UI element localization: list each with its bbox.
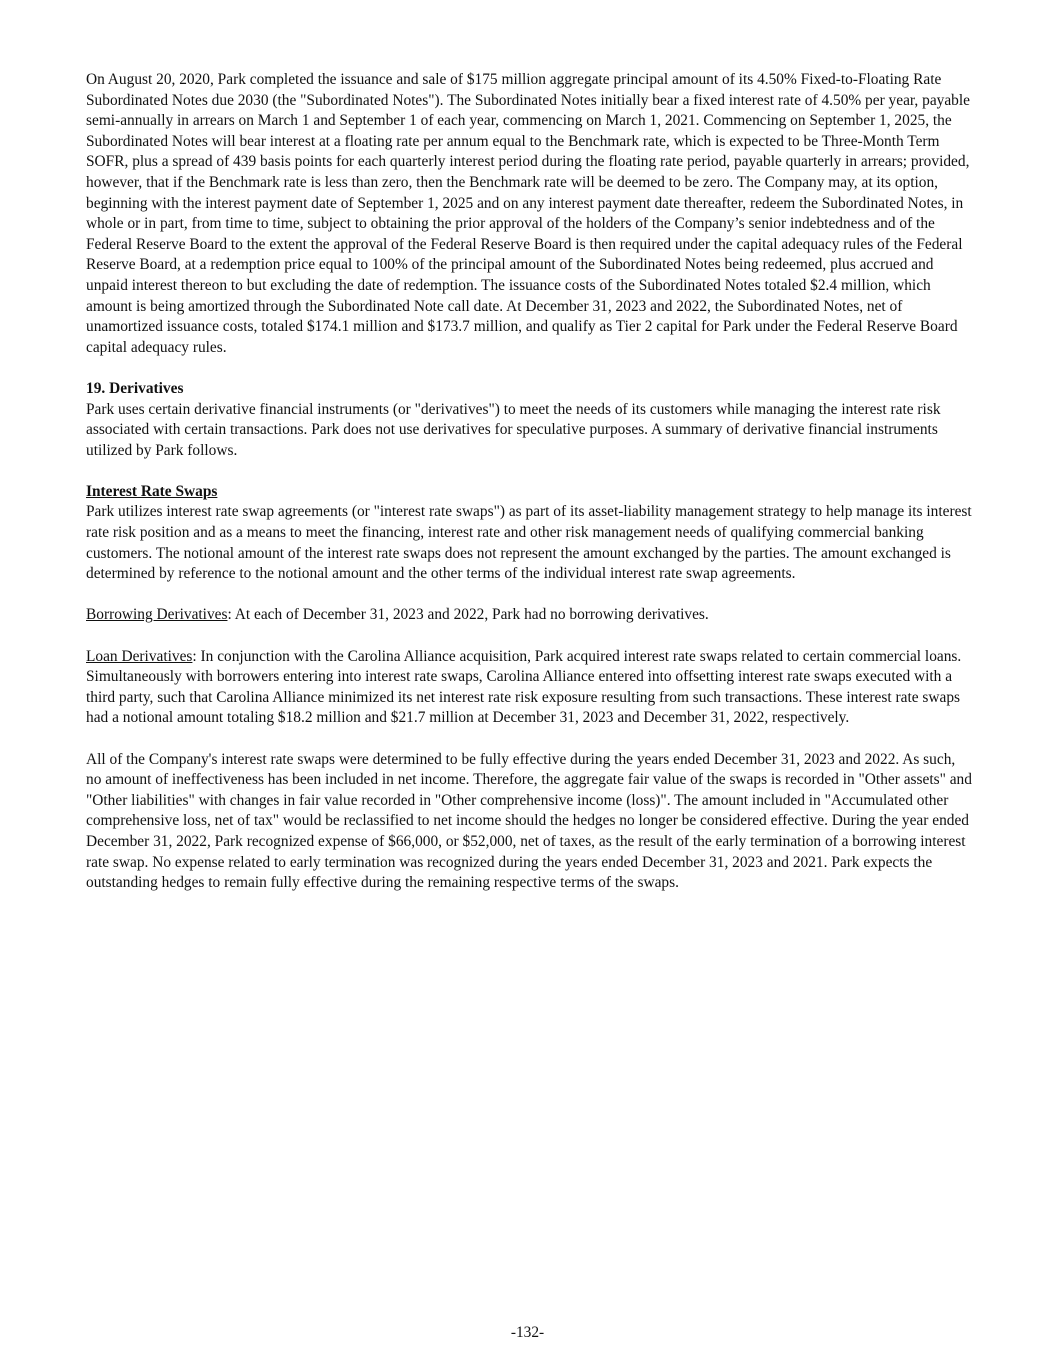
interest-rate-swaps-paragraph: Park utilizes interest rate swap agreements (or "interest rate swaps") as part of its asset-liability management strategy to help manage its interest rate risk position and as a means to meet the financing, interest rate and other risk management needs of qualifying commercial banking customers. The notional amount of the interest rate swaps does not represent the amount exchanged by the parties. The amount exchanged is determined by reference to the notional amount and the other terms of the individual interest rate swap agreements.	[86, 503, 972, 583]
section-heading-derivatives: 19. Derivatives	[86, 379, 184, 397]
page-number: -132-	[510, 1324, 545, 1341]
borrowing-derivatives-text: : At each of December 31, 2023 and 2022, Park had no borrowing derivatives.	[227, 606, 709, 624]
document-page	[86, 70, 972, 894]
loan-derivatives-label: Loan Derivatives	[86, 647, 193, 665]
loan-derivatives-text: : In conjunction with the Carolina Alliance acquisition, Park acquired interest rate swaps related to certain commercial loans. Simultaneously with borrowers entering into interest rate swaps, Carolina Alliance entered into offsetting interest rate swaps executed with a third party, such that Carolina Alliance minimized its net interest rate risk exposure resulting from such transactions. These interest rate swaps had a notional amount totaling $18.2 million and $21.7 million at December 31, 2023 and December 31, 2022, respectively.	[86, 647, 962, 727]
subordinated-notes-paragraph: On August 20, 2020, Park completed the issuance and sale of $175 million aggregate principal amount of its 4.50% Fixed-to-Floating Rate Subordinated Notes due 2030 (the "Subordinated Notes"). The Subordinated Notes initially bear a fixed interest rate of 4.50% per year, payable semi-annually in arrears on March 1 and September 1 of each year, commencing on March 1, 2021. Commencing on September 1, 2025, the Subordinated Notes will bear interest at a floating rate per annum equal to the Benchmark rate, which is expected to be Three-Month Term SOFR, plus a spread of 439 basis points for each quarterly interest period during the floating rate period, payable quarterly in arrears; provided, however, that if the Benchmark rate is less than zero, then the Benchmark rate will be deemed to be zero. The Company may, at its option, beginning with the interest payment date of September 1, 2025 and on any interest payment date thereafter, redeem the Subordinated Notes, in whole or in part, from time to time, subject to obtaining the prior approval of the holders of the Company’s senior indebtedness and of the Federal Reserve Board to the extent the approval of the Federal Reserve Board is then required under the capital adequacy rules of the Federal Reserve Board, at a redemption price equal to 100% of the principal amount of the Subordinated Notes being redeemed, plus accrued and unpaid interest thereon to but excluding the date of redemption. The issuance costs of the Subordinated Notes totaled $2.4 million, which amount is being amortized through the Subordinated Note call date. At December 31, 2023 and 2022, the Subordinated Notes, net of unamortized issuance costs, totaled $174.1 million and $173.7 million, and qualify as Tier 2 capital for Park under the Federal Reserve Board capital adequacy rules.	[86, 71, 970, 356]
swap-effectiveness-paragraph: All of the Company's interest rate swaps were determined to be fully effective during the years ended December 31, 2023 and 2022. As such, no amount of ineffectiveness has been included in net income. Therefore, the aggregate fair value of the swaps is recorded in "Other assets" and "Other liabilities" with changes in fair value recorded in "Other comprehensive income (loss)". The amount included in "Accumulated other comprehensive loss, net of tax" would be reclassified to net income should the hedges no longer be considered effective. During the year ended December 31, 2022, Park recognized expense of $66,000, or $52,000, net of taxes, as the result of the early termination of a borrowing interest rate swap. No expense related to early termination was recognized during the years ended December 31, 2023 and 2021. Park expects the outstanding hedges to remain fully effective during the remaining respective terms of the swaps.	[86, 750, 972, 892]
subheading-interest-rate-swaps: Interest Rate Swaps	[86, 482, 218, 500]
borrowing-derivatives-paragraph	[86, 605, 972, 626]
loan-derivatives-paragraph	[86, 647, 972, 729]
borrowing-derivatives-label: Borrowing Derivatives	[86, 606, 228, 624]
derivatives-intro-paragraph: Park uses certain derivative financial instruments (or "derivatives") to meet the needs of its customers while managing the interest rate risk associated with certain transactions. Park does not use derivatives for speculative purposes. A summary of derivative financial instruments utilized by Park follows.	[86, 400, 941, 459]
